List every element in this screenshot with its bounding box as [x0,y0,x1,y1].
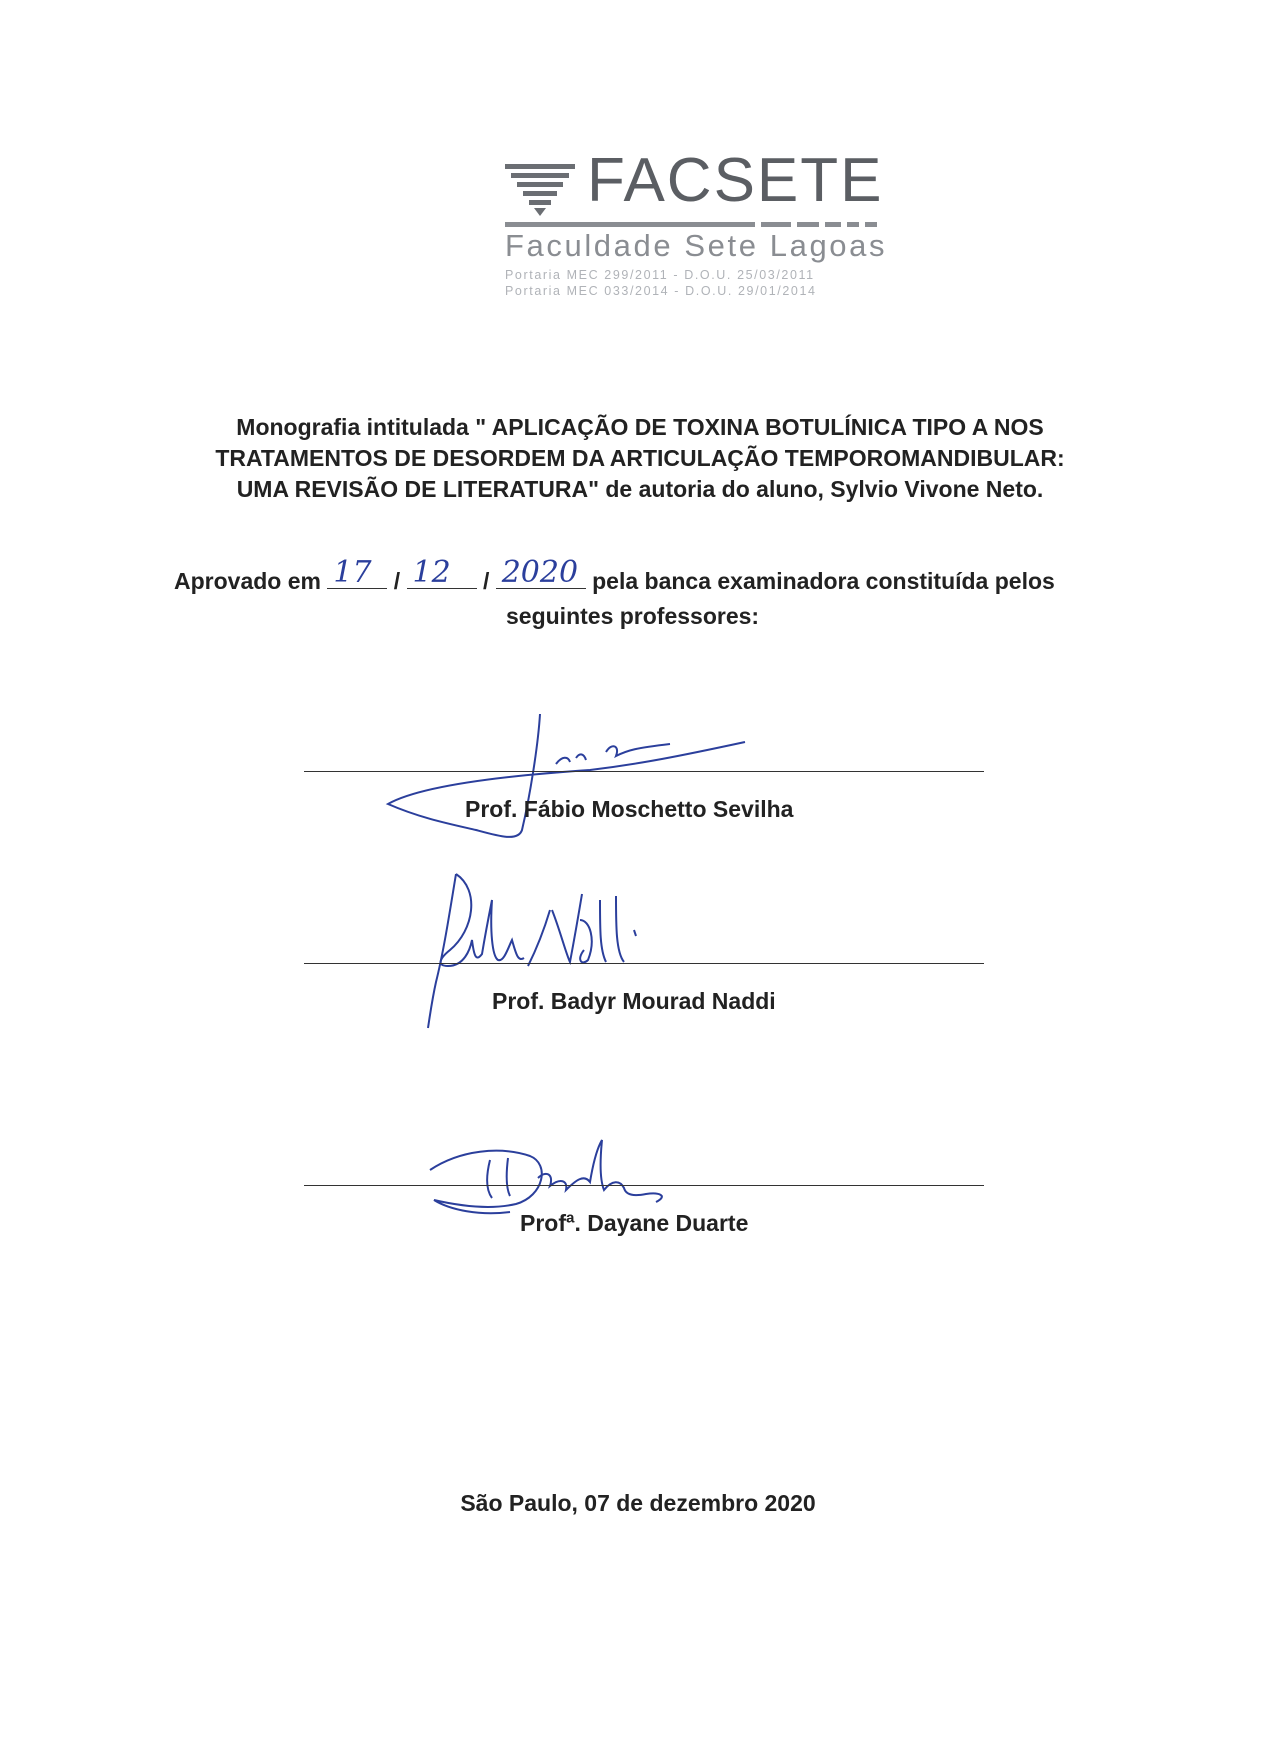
facsete-logo [505,146,888,306]
examiner-name-3: Profª. Dayane Duarte [520,1210,749,1236]
approval-prefix: Aprovado em [174,568,321,594]
logo-rule [505,221,877,228]
signature-line-1 [304,771,984,772]
approval-suffix: pela banca examinadora constituída pelos [592,568,1055,594]
facsete-emblem-icon [505,164,575,216]
title-line-3: UMA REVISÃO DE LITERATURA" de autoria do aluno, Sylvio Vivone Neto. [236,476,1044,502]
examiner-name-2: Prof. Badyr Mourad Naddi [492,988,776,1014]
monograph-title [160,412,1120,505]
logo-portaria-1: Portaria MEC 299/2011 - D.O.U. 25/03/2011 [505,268,815,282]
title-line-2: TRATAMENTOS DE DESORDEM DA ARTICULAÇÃO TEMPOROMANDIBULAR: [215,445,1065,471]
approval-month: 12 [412,555,451,590]
signature-line-3 [304,1185,984,1186]
approval-year-field [496,555,586,590]
logo-subtitle: Faculdade Sete Lagoas [505,228,888,263]
examiner-name-1: Prof. Fábio Moschetto Sevilha [465,796,794,822]
date-separator: / [482,568,490,594]
approval-day-field [327,555,387,590]
approval-day: 17 [333,555,372,590]
signature-line-2 [304,963,984,964]
approval-line-2: seguintes professores: [506,603,760,629]
logo-wordmark: FACSETE [587,146,884,215]
approval-month-field [407,555,477,590]
date-separator: / [393,568,401,594]
signature-fabio-sevilha [380,706,760,846]
approval-year: 2020 [501,555,579,590]
place-and-date: São Paulo, 07 de dezembro 2020 [460,1490,816,1516]
approval-statement [174,555,1134,595]
logo-portaria-2: Portaria MEC 033/2014 - D.O.U. 29/01/2014 [505,284,817,298]
title-line-1: Monografia intitulada " APLICAÇÃO DE TOXINA BOTULÍNICA TIPO A NOS [236,414,1044,440]
